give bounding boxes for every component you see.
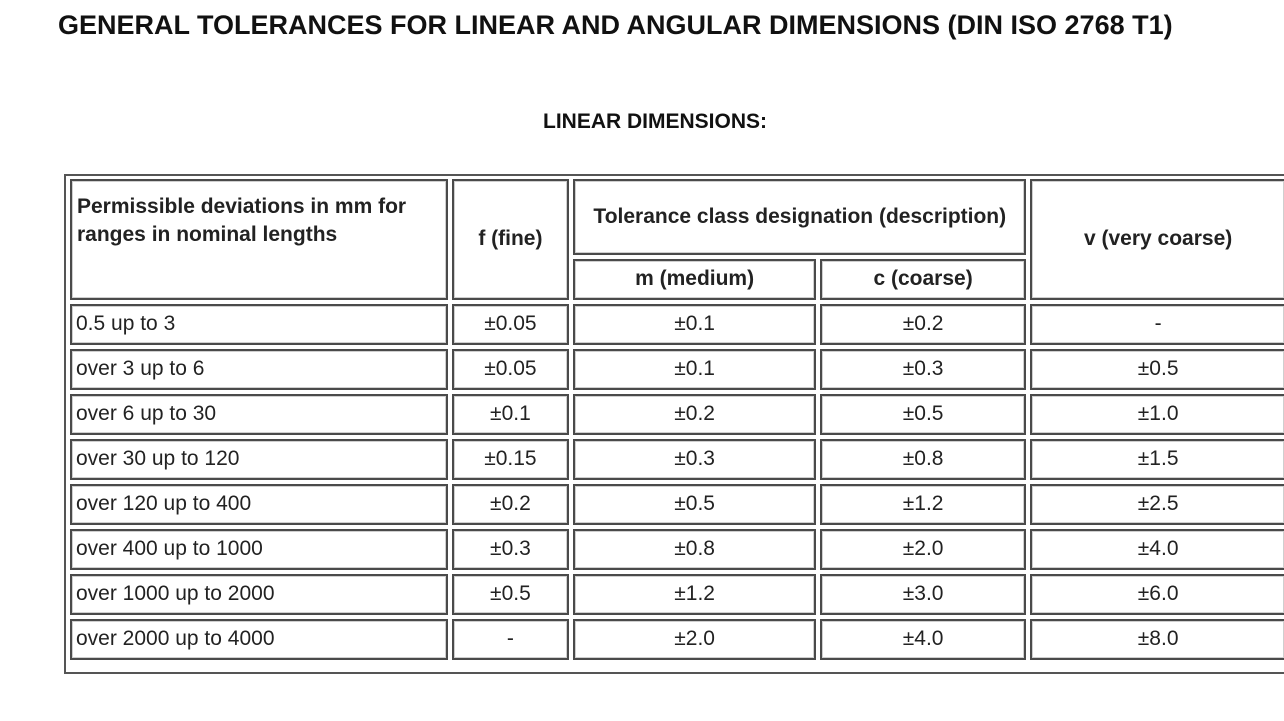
- cell-fine: ±0.2: [452, 484, 570, 525]
- cell-medium: ±2.0: [573, 619, 816, 660]
- tolerance-table: [66, 175, 1284, 664]
- header-row: [70, 179, 1284, 255]
- cell-range: over 30 up to 120: [70, 439, 448, 480]
- cell-medium: ±0.2: [573, 394, 816, 435]
- cell-coarse: ±1.2: [820, 484, 1026, 525]
- cell-very-coarse: ±4.0: [1030, 529, 1284, 570]
- header-tolerance-class: Tolerance class designation (description): [573, 179, 1026, 255]
- table-row: [70, 304, 1284, 345]
- table-row: [70, 439, 1284, 480]
- cell-coarse: ±3.0: [820, 574, 1026, 615]
- table-row: [70, 619, 1284, 660]
- header-medium: m (medium): [573, 259, 816, 300]
- cell-fine: -: [452, 619, 570, 660]
- cell-fine: ±0.15: [452, 439, 570, 480]
- cell-fine: ±0.5: [452, 574, 570, 615]
- cell-coarse: ±0.2: [820, 304, 1026, 345]
- cell-range: over 6 up to 30: [70, 394, 448, 435]
- header-very-coarse: v (very coarse): [1030, 179, 1284, 300]
- document-title: GENERAL TOLERANCES FOR LINEAR AND ANGULAR DIMENSIONS (DIN ISO 2768 T1): [58, 10, 1173, 40]
- cell-range: over 3 up to 6: [70, 349, 448, 390]
- cell-very-coarse: ±2.5: [1030, 484, 1284, 525]
- cell-fine: ±0.05: [452, 349, 570, 390]
- cell-fine: ±0.3: [452, 529, 570, 570]
- cell-medium: ±1.2: [573, 574, 816, 615]
- header-fine: f (fine): [452, 179, 570, 300]
- cell-coarse: ±0.3: [820, 349, 1026, 390]
- cell-range: over 120 up to 400: [70, 484, 448, 525]
- table-row: [70, 574, 1284, 615]
- cell-very-coarse: -: [1030, 304, 1284, 345]
- tolerance-table-frame: [64, 174, 1284, 674]
- cell-medium: ±0.5: [573, 484, 816, 525]
- header-range: Permissible deviations in mm for ranges in nominal lengths: [70, 179, 448, 300]
- cell-very-coarse: ±1.0: [1030, 394, 1284, 435]
- cell-range: over 400 up to 1000: [70, 529, 448, 570]
- cell-range: 0.5 up to 3: [70, 304, 448, 345]
- table-row: [70, 349, 1284, 390]
- cell-fine: ±0.05: [452, 304, 570, 345]
- table-row: [70, 484, 1284, 525]
- cell-medium: ±0.8: [573, 529, 816, 570]
- cell-range: over 2000 up to 4000: [70, 619, 448, 660]
- table-row: [70, 394, 1284, 435]
- table-row: [70, 529, 1284, 570]
- cell-coarse: ±2.0: [820, 529, 1026, 570]
- section-heading: LINEAR DIMENSIONS:: [543, 110, 768, 133]
- cell-coarse: ±4.0: [820, 619, 1026, 660]
- cell-medium: ±0.1: [573, 349, 816, 390]
- cell-coarse: ±0.5: [820, 394, 1026, 435]
- cell-medium: ±0.3: [573, 439, 816, 480]
- cell-coarse: ±0.8: [820, 439, 1026, 480]
- cell-fine: ±0.1: [452, 394, 570, 435]
- cell-very-coarse: ±0.5: [1030, 349, 1284, 390]
- cell-very-coarse: ±8.0: [1030, 619, 1284, 660]
- cell-very-coarse: ±1.5: [1030, 439, 1284, 480]
- header-coarse: c (coarse): [820, 259, 1026, 300]
- cell-medium: ±0.1: [573, 304, 816, 345]
- cell-range: over 1000 up to 2000: [70, 574, 448, 615]
- cell-very-coarse: ±6.0: [1030, 574, 1284, 615]
